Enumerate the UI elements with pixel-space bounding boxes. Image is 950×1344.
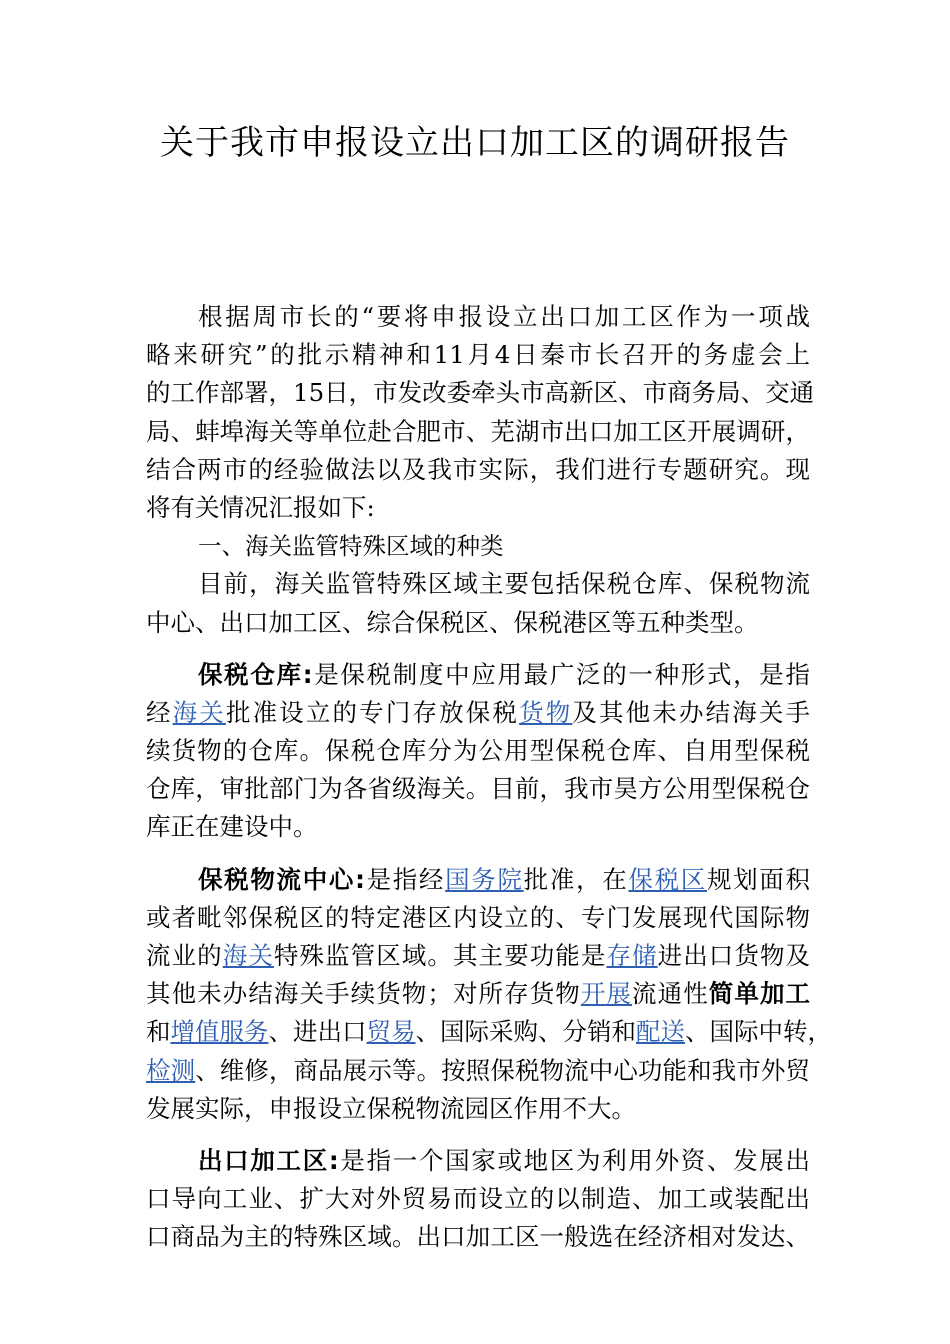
intro-line-1: 根据周市长的“要将申报设立出口加工区作为一项战 [198, 302, 810, 331]
warehouse-text: 是保税制度中应用最广泛的一种形式，是指 [312, 659, 810, 689]
term-export-zone: 出口加工区: [198, 1145, 339, 1175]
logistics-text: 和 [146, 1017, 171, 1047]
logistics-text: 其他未办结海关手续货物；对所存货物 [146, 979, 581, 1009]
logistics-text: 、国际采购、分销和 [415, 1017, 636, 1047]
logistics-line-6 [146, 1052, 810, 1090]
logistics-text: 批准，在 [523, 864, 629, 894]
logistics-text: 特殊监管区域。其主要功能是 [273, 941, 607, 970]
logistics-text: 流业的 [146, 941, 223, 970]
logistics-text: 规划面积 [706, 864, 810, 894]
intro-line-6: 将有关情况汇报如下: [146, 492, 375, 522]
link-state-council[interactable]: 国务院 [445, 864, 524, 894]
section-heading: 一、海关监管特殊区域的种类 [198, 532, 504, 561]
section1-line-2: 中心、出口加工区、综合保税区、保税港区等五种类型。 [146, 607, 759, 637]
intro-line-5: 结合两市的经验做法以及我市实际，我们进行专题研究。现 [146, 454, 810, 484]
document-title: 关于我市申报设立出口加工区的调研报告 [160, 123, 790, 163]
warehouse-line-4: 仓库，审批部门为各省级海关。目前，我市昊方公用型保税仓 [146, 774, 810, 804]
export-zone-text: 是指一个国家或地区为利用外资、发展出 [338, 1145, 810, 1175]
export-zone-line-1 [146, 1142, 810, 1180]
export-zone-line-2: 口导向工业、扩大对外贸易而设立的以制造、加工或装配出 [146, 1184, 810, 1214]
warehouse-line-3: 续货物的仓库。保税仓库分为公用型保税仓库、自用型保税 [146, 736, 810, 766]
term-bonded-warehouse: 保税仓库: [198, 659, 313, 689]
logistics-line-1 [146, 861, 810, 899]
link-delivery[interactable]: 配送 [636, 1017, 685, 1047]
logistics-text: 、国际中转， [685, 1017, 832, 1047]
logistics-line-4 [146, 975, 810, 1013]
logistics-text: 、维修，商品展示等。按照保税物流中心功能和我市外贸 [195, 1055, 811, 1085]
logistics-text: 、进出口 [268, 1017, 367, 1047]
logistics-text: 进出口货物及 [657, 941, 811, 970]
intro-line-4: 局、蚌埠海关等单位赴合肥市、芜湖市出口加工区开展调研， [146, 416, 810, 446]
intro-line-3: 的工作部署，15日，市发改委牵头市高新区、市商务局、交通 [146, 378, 815, 408]
link-carry-out[interactable]: 开展 [580, 979, 633, 1009]
warehouse-line-2 [146, 694, 810, 732]
document-body [146, 298, 832, 1257]
link-value-added-services[interactable]: 增值服务 [170, 1017, 269, 1047]
link-trade[interactable]: 贸易 [366, 1017, 416, 1047]
link-bonded-zone[interactable]: 保税区 [628, 864, 707, 894]
warehouse-text: 经 [146, 697, 173, 727]
term-logistics-center: 保税物流中心: [198, 864, 365, 894]
link-customs[interactable]: 海关 [172, 697, 226, 727]
section1-line-1: 目前，海关监管特殊区域主要包括保税仓库、保税物流 [198, 569, 810, 599]
bold-simple-processing: 简单加工 [708, 979, 811, 1009]
warehouse-text: 批准设立的专门存放保税 [225, 697, 520, 727]
logistics-line-5 [146, 1013, 832, 1051]
logistics-line-2: 或者毗邻保税区的特定港区内设立的、专门发展现代国际物 [146, 902, 810, 932]
link-storage[interactable]: 存储 [606, 941, 658, 970]
intro-line-2: 略来研究”的批示精神和11月4日秦市长召开的务虚会上 [146, 340, 810, 370]
logistics-text: 是指经 [364, 864, 446, 894]
link-customs[interactable]: 海关 [222, 941, 274, 970]
logistics-line-3 [146, 937, 810, 975]
link-goods[interactable]: 货物 [519, 697, 573, 727]
warehouse-line-5: 库正在建设中。 [146, 812, 318, 842]
link-inspection[interactable]: 检测 [146, 1055, 196, 1085]
export-zone-line-3: 口商品为主的特殊区域。出口加工区一般选在经济相对发达、 [146, 1222, 810, 1252]
warehouse-text: 及其他未办结海关手 [572, 697, 811, 727]
warehouse-line-1 [146, 656, 810, 694]
logistics-text: 流通性 [632, 979, 709, 1009]
logistics-line-7: 发展实际，申报设立保税物流园区作用不大。 [146, 1093, 636, 1123]
